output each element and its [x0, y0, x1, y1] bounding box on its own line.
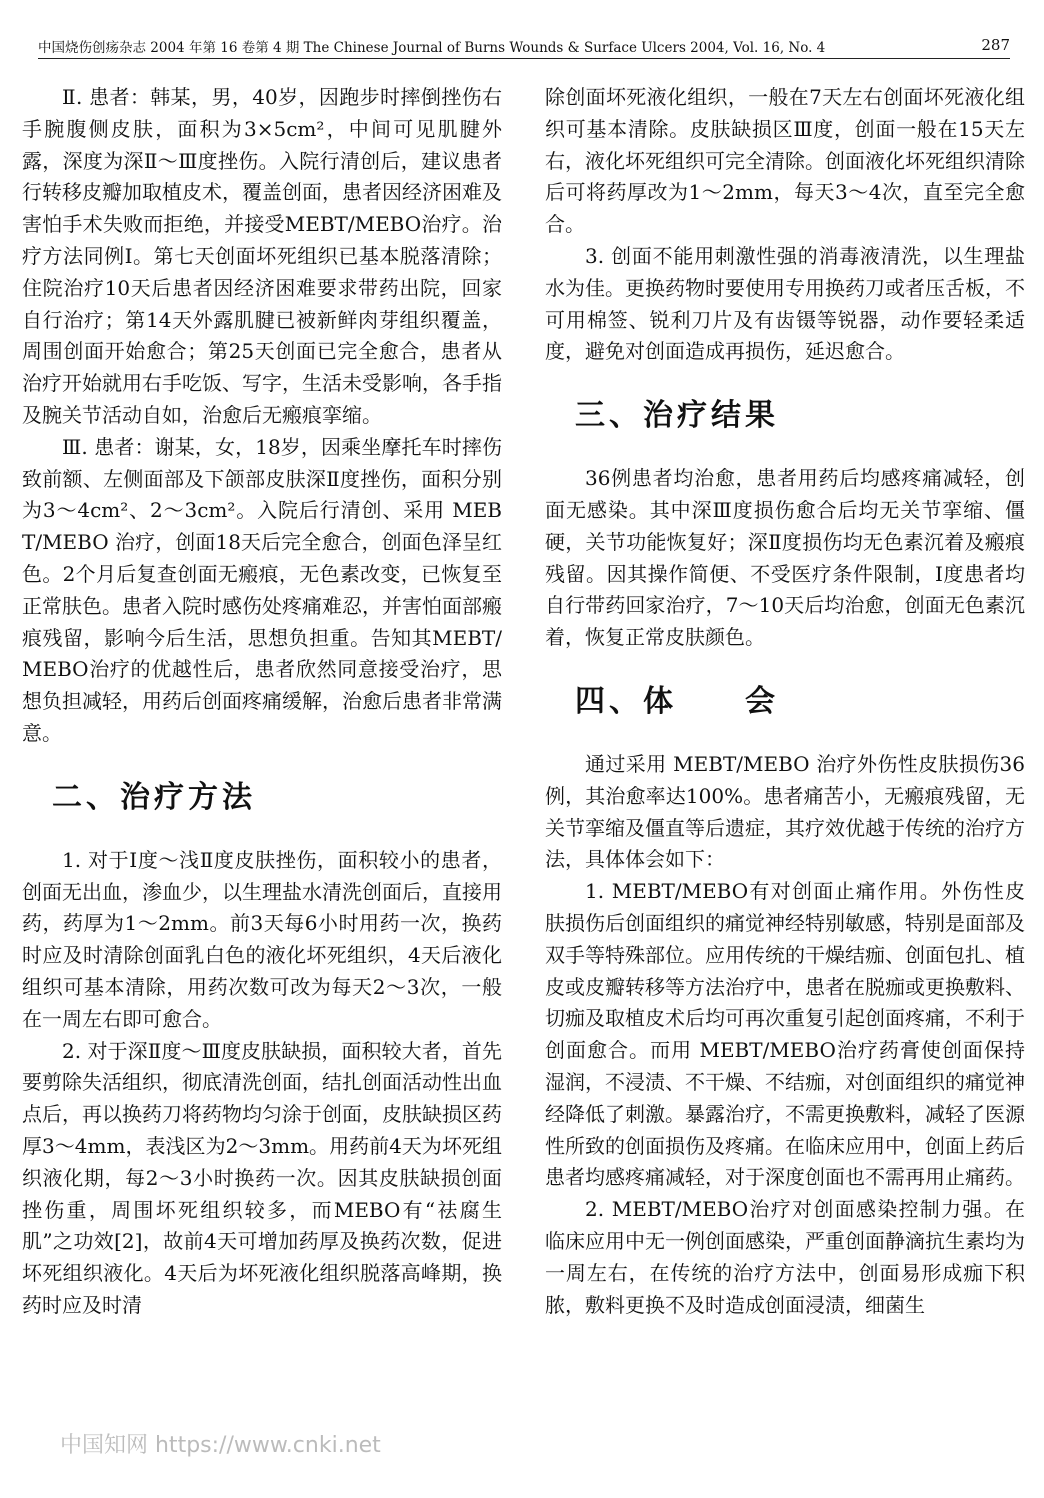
method-1-paragraph: 1. 对于Ⅰ度～浅Ⅱ度皮肤挫伤，面积较小的患者，创面无出血，渗血少，以生理盐水清洗创面后，直接用药，药厚为1～2mm。前3天每6小时用药一次，换药时应及时清除创面乳白色的液化坏死组织，4天后液化组织可基本清除，用药次数可改为每天2～3次，一般在一周左右即可愈合。 — [22, 847, 502, 1031]
header-rule — [38, 58, 1010, 59]
results-paragraph: 36例患者均治愈，患者用药后均感疼痛减轻，创面无感染。其中深Ⅲ度损伤愈合后均无关节挛缩、僵硬，关节功能恢复好；深Ⅱ度损伤均无色素沉着及瘢痕残留。因其操作简便、不受医疗条件限制，Ⅰ度患者均自行带药回家治疗，7～10天后均治愈，创面无色素沉着，恢复正常皮肤颜色。 — [545, 466, 1025, 650]
method-2-continued-paragraph: 除创面坏死液化组织，一般在7天左右创面坏死液化组织可基本清除。皮肤缺损区Ⅲ度，创面一般在15天左右，液化坏死组织可完全清除。创面液化坏死组织清除后可将药厚改为1～2mm，每天3～4次，直至完全愈合。 — [545, 85, 1025, 237]
case-2-paragraph: Ⅱ. 患者：韩某，男，40岁，因跑步时摔倒挫伤右手腕腹侧皮肤，面积为3×5cm²，中间可见肌腱外露，深度为深Ⅱ～Ⅲ度挫伤。入院行清创后，建议患者行转移皮瓣加取植皮术，覆盖创面，患者因经济困难及害怕手术失败而拒绝，并接受MEBT/MEBO治疗。治疗方法同例Ⅰ。第七天创面坏死组织已基本脱落清除；住院治疗10天后患者因经济困难要求带药出院，回家自行治疗；第14天外露肌腱已被新鲜肉芽组织覆盖，周围创面开始愈合；第25天创面已完全愈合，患者从治疗开始就用右手吃饭、写字，生活未受影响，各手指及腕关节活动自如，治愈后无瘢痕挛缩。 — [22, 85, 502, 427]
method-2-paragraph: 2. 对于深Ⅱ度～Ⅲ度皮肤缺损，面积较大者，首先要剪除失活组织，彻底清洗创面，结扎创面活动性出血点后，再以换药刀将药物均匀涂于创面，皮肤缺损区药厚3～4mm，表浅区为2～3mm。用药前4天为坏死组织液化期，每2～3小时换药一次。因其皮肤缺损创面挫伤重，周围坏死组织较多，而MEBO有“祛腐生肌”之功效[2]，故前4天可增加药厚及换药次数，促进坏死组织液化。4天后为坏死液化组织脱落高峰期，换药时应及时清 — [22, 1038, 502, 1317]
left-column — [22, 82, 502, 1322]
discussion-point-2-paragraph: 2. MEBT/MEBO治疗对创面感染控制力强。在临床应用中无一例创面感染，严重创面静滴抗生素均为一周左右，在传统的治疗方法中，创面易形成痂下积脓，敷料更换不及时造成创面浸渍，细菌生 — [545, 1197, 1025, 1317]
running-header — [38, 36, 1010, 56]
case-3-paragraph: Ⅲ. 患者：谢某，女，18岁，因乘坐摩托车时摔伤致前额、左侧面部及下颌部皮肤深Ⅱ度挫伤，面积分别为3～4cm²、2～3cm²。入院后行清创、采用 MEBT/MEBO 治疗，创面18天后完全愈合，创面色泽呈红色。2个月后复查创面无瘢痕，无色素改变，已恢复至正常肤色。患者入院时感伤处疼痛难忍，并害怕面部瘢痕残留，影响今后生活，思想负担重。告知其MEBT/MEBO治疗的优越性后，患者欣然同意接受治疗，思想负担减轻，用药后创面疼痛缓解，治愈后患者非常满意。 — [22, 434, 502, 745]
method-3-paragraph: 3. 创面不能用刺激性强的消毒液清洗，以生理盐水为佳。更换药物时要使用专用换药刀或者压舌板，不可用棉签、锐利刀片及有齿镊等锐器，动作要轻柔适度，避免对创面造成再损伤，延迟愈合。 — [545, 243, 1025, 364]
section-heading-results: 三、治疗结果 — [575, 398, 779, 434]
cnki-watermark: 中国知网 https://www.cnki.net — [60, 1433, 381, 1458]
section-heading-methods: 二、治疗方法 — [52, 779, 256, 815]
right-column — [545, 82, 1025, 1321]
discussion-point-1-paragraph: 1. MEBT/MEBO有对创面止痛作用。外伤性皮肤损伤后创面组织的痛觉神经特别敏感，特别是面部及双手等特殊部位。应用传统的干燥结痂、创面包扎、植皮或皮瓣转移等方法治疗中，患者在脱痂或更换敷料、切痂及取植皮术后均可再次重复引起创面疼痛，不利于创面愈合。而用 MEBT/MEBO治疗药膏使创面保持湿润，不浸渍、不干燥、不结痂，对创面组织的痛觉神经降低了刺激。暴露治疗，不需更换敷料，减轻了医源性所致的创面损伤及疼痛。在临床应用中，创面上药后患者均感疼痛减轻，对于深度创面也不需再用止痛药。 — [545, 879, 1025, 1190]
section-heading-discussion: 四、体 会 — [575, 683, 779, 719]
discussion-intro-paragraph: 通过采用 MEBT/MEBO 治疗外伤性皮肤损伤36例，其治愈率达100%。患者痛苦小，无瘢痕残留，无关节挛缩及僵直等后遗症，其疗效优越于传统的治疗方法，具体体会如下： — [545, 751, 1025, 872]
running-title: 中国烧伤创疡杂志 2004 年第 16 卷第 4 期 The Chinese Journal of Burns Wounds & Surface Ulcers 2004, Vol. 16, No. 4 — [38, 40, 826, 56]
page-number: 287 — [981, 36, 1010, 54]
